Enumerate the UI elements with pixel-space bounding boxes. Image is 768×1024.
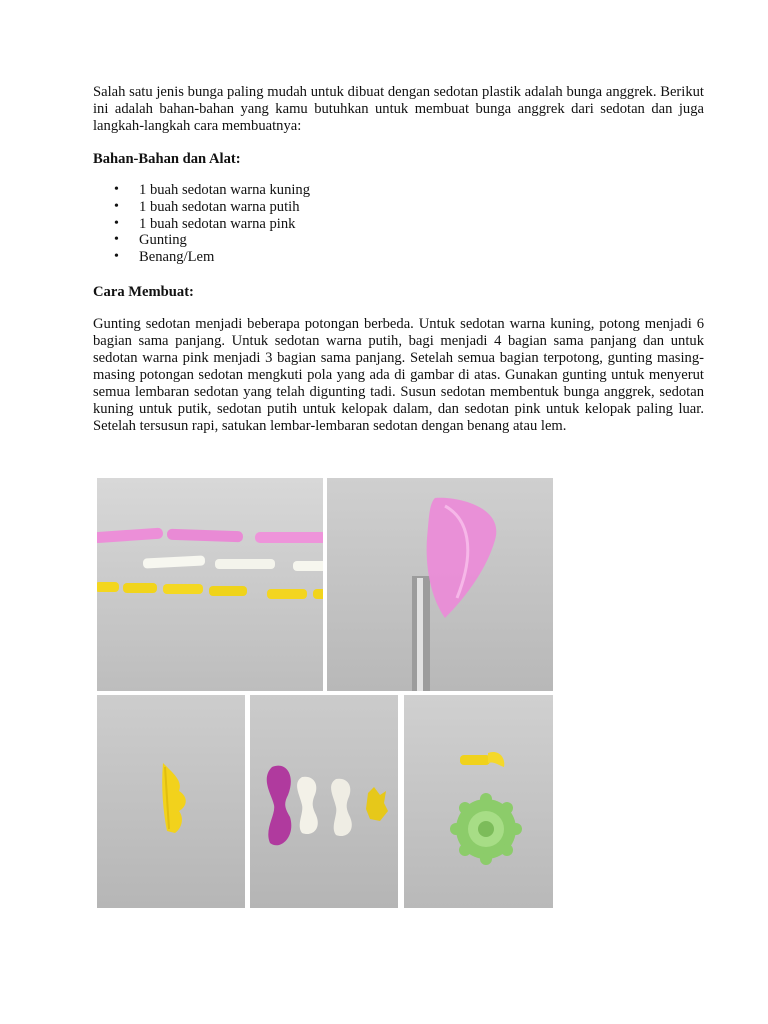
list-item: • 1 buah sedotan warna pink [93,216,704,233]
photo-straw-pieces [97,478,323,691]
document-page [93,84,704,435]
photo-cut-petals [250,695,398,908]
photo-assembled-parts [404,695,553,908]
list-item: • Benang/Lem [93,249,704,266]
list-item: • 1 buah sedotan warna kuning [93,182,704,199]
photo-yellow-pistil [97,695,245,908]
intro-paragraph: Salah satu jenis bunga paling mudah untuk dibuat dengan sedotan plastik adalah bunga anggrek. Berikut ini adalah bahan-bahan yang kamu butuhkan untuk membuat bunga anggrek dari sedotan dan juga langkah-langkah cara membuatnya: [93,84,704,134]
list-item: • Gunting [93,232,704,249]
steps-paragraph: Gunting sedotan menjadi beberapa potongan berbeda. Untuk sedotan warna kuning, potong menjadi 6 bagian sama panjang. Untuk sedotan warna putih, bagi menjadi 4 bagian sama panjang dan untuk sedotan warna pink menjadi 3 bagian sama panjang. Setelah semua bagian terpotong, gunting masing-masing potongan sedotan mengkuti pola yang ada di gambar di atas. Gunakan gunting untuk menyerut semua lembaran sedotan yang telah digunting tadi. Susun sedotan membentuk bunga anggrek, sedotan kuning untuk putik, sedotan putih untuk kelopak dalam, dan sedotan pink untuk kelopak paling luar. Setelah tersusun rapi, satukan lembar-lembaran sedotan dengan benang atau lem. [93,315,704,434]
photo-pink-petal-scissors [327,478,553,691]
list-item: • 1 buah sedotan warna putih [93,199,704,216]
steps-heading: Cara Membuat: [93,283,194,300]
materials-list [93,182,704,266]
materials-heading: Bahan-Bahan dan Alat: [93,151,241,167]
